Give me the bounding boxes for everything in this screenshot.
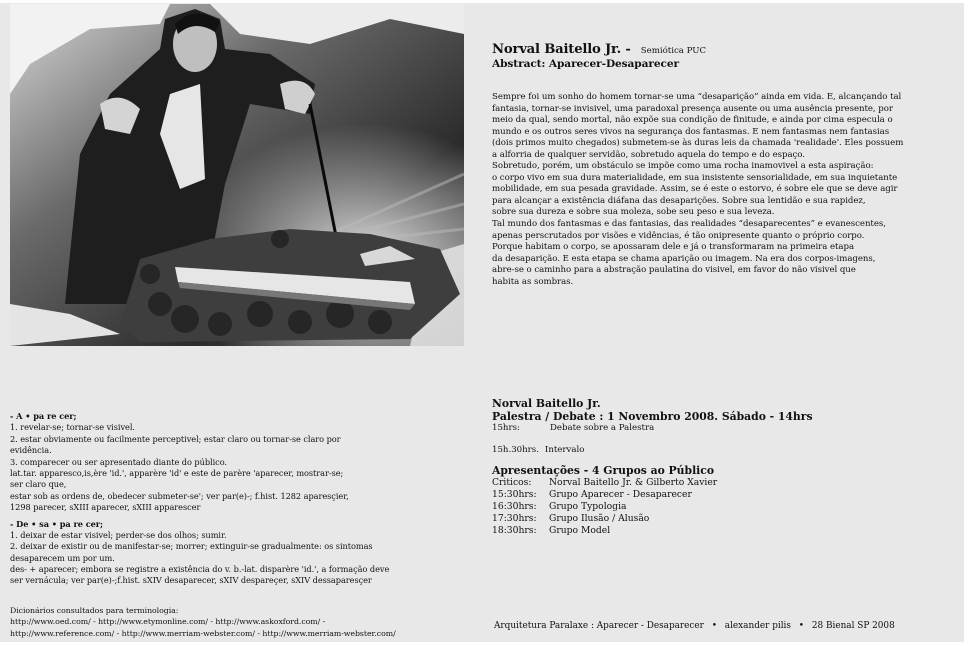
footer: [494, 621, 895, 631]
definition-line: 3. comparecer ou ser apresentado diante do público.: [10, 456, 227, 467]
definition-line: 2. estar obviamente ou facilmente perceptivel; estar claro ou tornar-se claro por: [10, 433, 341, 444]
abstract-line: mobilidade, em sua pesada gravidade. Assim, se é este o estorvo, é sobre ele que se deve agir: [492, 184, 898, 195]
abstract-line: Porque habitam o corpo, se apossaram dele e já o transformaram na primeira etapa: [492, 242, 855, 253]
magician-over-architecture-model-image: [10, 4, 464, 346]
presentation-time: Criticos:: [492, 477, 532, 488]
bullet-separator: •: [711, 621, 717, 631]
definition-line: 1. revelar-se; tornar-se visivel.: [10, 422, 135, 433]
presentation-activity: Grupo Ilusão / Alusão: [549, 513, 650, 525]
definition-line: 1. deixar de estar visivel; perder-se dos olhos; sumir.: [10, 529, 227, 540]
presentation-time: 15:30hrs:: [492, 489, 537, 501]
abstract-line: para alcançar a existência diáfana das desaparições. Sobre sua lentidão e sua rapidez,: [492, 195, 866, 206]
definition-headword-desaparecer: - De • sa • pa re cer;: [10, 518, 104, 529]
definition-line: 2. deixar de existir ou de manifestar-se; morrer; extinguir-se gradualmente: os sintomas: [10, 541, 373, 552]
definition-headword-aparecer: - A • pa re cer;: [10, 411, 77, 421]
speaker-name: Norval Baitello Jr. -: [492, 42, 631, 57]
abstract-line: habita as sombras.: [492, 276, 574, 287]
definitions: [10, 411, 389, 587]
definition-line: desaparecem um por um.: [10, 552, 115, 563]
definition-line: evidência.: [10, 445, 52, 456]
abstract-title: Abstract: Aparecer-Desaparecer: [492, 58, 679, 70]
definition-line: estar sob as ordens de, obedecer submeter-se'; ver par(e)-; f.hist. 1282 aparesçier,: [10, 490, 349, 501]
presentation-row: [492, 501, 813, 513]
footer-event: 28 Bienal SP 2008: [811, 621, 895, 631]
presentation-activity: Grupo Model: [549, 525, 611, 537]
abstract-line: sobre sua dureza e sobre sua moleza, sobe seu peso e sua leveza.: [492, 207, 775, 218]
abstract-line: a alforria de qualquer servidão, sobretudo aquela do tempo e do espaço.: [492, 149, 805, 160]
abstract-line: fantasia, tornar-se invisivel, uma paradoxal presença ausente ou uma ausência presente, por: [492, 103, 893, 114]
header: [492, 38, 706, 70]
schedule-row: [492, 445, 813, 457]
definition-line: lat.tar. apparesco,is,ère 'id.', apparère 'id' e este de parère 'aparecer, mostrar-se;: [10, 467, 344, 478]
presentation-time: 17:30hrs:: [492, 513, 537, 525]
presentation-row: [492, 489, 813, 501]
definition-line: ser claro que,: [10, 479, 67, 490]
definition-line: ser vernácula; ver par(e)-;f.hist. sXIV desaparecer, sXIV despareçer, sXIV dessaparesçer: [10, 575, 372, 586]
presentation-activity: Grupo Typologia: [549, 501, 627, 513]
abstract-line: Sobretudo, porém, um obstáculo se impõe como uma rocha inamovivel a esta aspiração:: [492, 161, 874, 172]
dictionary-links[interactable]: http://www.oed.com/ - http://www.etymonline.com/ - http://www.askoxford.com/ -: [10, 617, 326, 627]
abstract-line: abre-se o caminho para a abstração paulatina do visivel, em favor do não visivel que: [492, 265, 856, 276]
schedule-time: 15h.30hrs.: [492, 444, 539, 455]
presentation-time: 16:30hrs:: [492, 501, 537, 513]
schedule-time: 15hrs:: [492, 423, 520, 433]
event-title: Palestra / Debate : 1 Novembro 2008. Sábado - 14hrs: [492, 410, 813, 423]
bullet-separator: •: [798, 621, 805, 631]
presentation-row: [492, 513, 813, 525]
presentation-row: [492, 477, 813, 489]
abstract-line: Tal mundo dos fantasmas e das fantasias, das realidades “desaparecentes” e evanescentes,: [492, 219, 886, 230]
presentations-heading: Apresentações - 4 Grupos ao Público: [492, 464, 715, 477]
definition-line: 1298 parecer, sXIII aparecer, sXIII apparescer: [10, 502, 201, 513]
presentation-row: [492, 525, 813, 537]
presentation-activity: Grupo Aparecer - Desaparecer: [549, 489, 692, 501]
abstract-line: Sempre foi um sonho do homem tornar-se uma “desaparição” ainda em vida. E, alcançando tal: [492, 92, 902, 102]
abstract-line: meio da qual, sendo mortal, não expõe sua condição de finitude, e ainda por cima especula o: [492, 115, 893, 126]
abstract-line: da desaparição. E esta etapa se chama aparição ou imagem. Na era dos corpos-imagens,: [492, 253, 876, 264]
abstract-line: mundo e os outros seres vivos na segurança dos fantasmas. E nem fantasmas nem fantasias: [492, 126, 890, 137]
presentation-time: 18:30hrs:: [492, 525, 537, 537]
abstract-line: apenas perscrutados por visões e vidências, é tão onipresente quanto o próprio corpo.: [492, 230, 865, 241]
abstract-line: o corpo vivo em sua dura materialidade, em sua insistente sensorialidade, em sua inquietante: [492, 172, 898, 183]
abstract-text: [492, 92, 903, 288]
event-speaker: Norval Baitello Jr.: [492, 397, 601, 410]
magician-illustration: [10, 4, 464, 346]
event-schedule: [492, 397, 813, 537]
definition-line: des- + aparecer; embora se registre a existência do v. b.-lat. disparère 'id.', a formação deve: [10, 564, 390, 575]
dictionary-links[interactable]: http://www.reference.com/ - http://www.merriam-webster.com/ - http://www.merriam-webster.com/: [10, 628, 396, 638]
abstract-line: (dois primos muito chegados) submetem-se às duras leis da chamada 'realidade'. Eles possuem: [492, 138, 904, 149]
dictionaries: [10, 605, 396, 639]
schedule-row: [492, 423, 813, 435]
speaker-affiliation: Semiótica PUC: [640, 46, 707, 56]
schedule-activity: Debate sobre a Palestra: [550, 423, 655, 433]
footer-project: Arquitetura Paralaxe : Aparecer - Desaparecer: [494, 621, 704, 631]
footer-author: alexander pilis: [724, 621, 791, 631]
presentation-activity: Norval Baitello Jr. & Gilberto Xavier: [549, 477, 718, 488]
schedule-activity: Intervalo: [544, 444, 585, 455]
dictionaries-label: Dicionários consultados para terminologia:: [10, 606, 179, 615]
